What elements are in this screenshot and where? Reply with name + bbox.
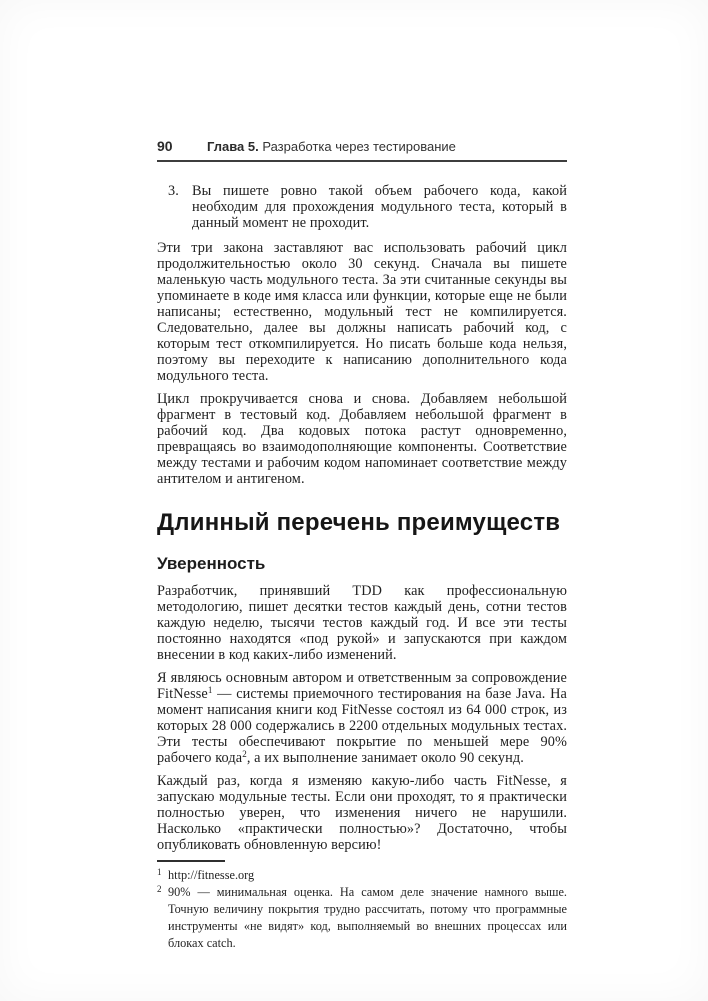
footnote-1-text: http://fitnesse.org: [168, 868, 255, 882]
footnote-separator-rule: [157, 860, 225, 862]
text-column: [157, 138, 567, 952]
paragraph-developer-tdd: Разработчик, принявший TDD как профессиональную методологию, пишет десятки тестов каждый день, сотни тестов каждую неделю, тысячи тестов каждый год. И все эти тесты постоянно находятся «под рукой» и запускаются при каждом внесении в код каких-либо изменений.: [157, 583, 567, 663]
footnote-2-text: 90% — минимальная оценка. На самом деле значение намного выше. Точную величину покрытия трудно рассчитать, потому что программные инструменты «не видят» код, выполняемый во внешних процессах или блоках catch.: [168, 885, 567, 950]
page-number: 90: [157, 138, 173, 154]
paragraph-fitnesse-part3: , а их выполнение занимает около 90 секунд.: [246, 750, 524, 766]
page-header: [157, 138, 567, 162]
numbered-list-item-3: [157, 183, 567, 231]
footnotes-block: [157, 867, 567, 952]
footnote-ref-2: 2: [242, 749, 247, 759]
paragraph-fitnesse-part2: — системы приемочного тестирования на базе Java. На момент написания книги код FitNesse состоял из 64 000 строк, из которых 28 000 содержались в 2200 отдельных модульных тестах. Эти тесты обеспечивают покрытие по меньшей мере 90% рабочего кода: [157, 686, 567, 766]
chapter-label: Глава 5.: [207, 139, 259, 154]
list-item-number: 3.: [168, 183, 179, 199]
paragraph-each-change: Каждый раз, когда я изменяю какую-либо часть FitNesse, я запускаю модульные тесты. Если они проходят, то я практически полностью уверен, что изменения ничего не нарушили. Насколько «практически полностью»? Достаточно, чтобы опубликовать обновленную версию!: [157, 773, 567, 853]
footnote-1: [157, 867, 567, 884]
footnote-2-mark: 2: [157, 884, 162, 894]
paragraph-cycle: Цикл прокручивается снова и снова. Добавляем небольшой фрагмент в тестовый код. Добавляем небольшой фрагмент в рабочий код. Два кодовых потока растут одновременно, превращаясь во взаимодополняющие компоненты. Соответствие между тестами и рабочим кодом напоминает соответствие между антителом и антигеном.: [157, 391, 567, 487]
paragraph-fitnesse-part1: Я являюсь основным автором и ответственным за сопровождение FitNesse: [157, 670, 567, 702]
running-head-chapter: [207, 139, 456, 154]
section-heading: Длинный перечень преимуществ: [157, 509, 561, 536]
footnote-2: [157, 884, 567, 952]
footnote-1-mark: 1: [157, 867, 162, 877]
paragraph-three-laws: Эти три закона заставляют вас использовать рабочий цикл продолжительностью около 30 секунд. Сначала вы пишете маленькую часть модульного теста. За эти считанные секунды вы упоминаете в коде имя класса или функции, которые еще не были написаны; естественно, модульный тест не компилируется. Следовательно, далее вы должны написать рабочий код, с которым тест откомпилируется. Но писать больше кода нельзя, поэтому вы переходите к написанию дополнительного кода модульного теста.: [157, 240, 567, 384]
chapter-title: Разработка через тестирование: [262, 139, 456, 154]
sub-heading-confidence: Уверенность: [157, 554, 266, 573]
footnote-ref-1: 1: [207, 685, 213, 695]
list-item-text: Вы пишете ровно такой объем рабочего кода, какой необходим для прохождения модульного теста, который в данный момент не проходит.: [192, 183, 567, 231]
paragraph-fitnesse: [157, 670, 567, 766]
